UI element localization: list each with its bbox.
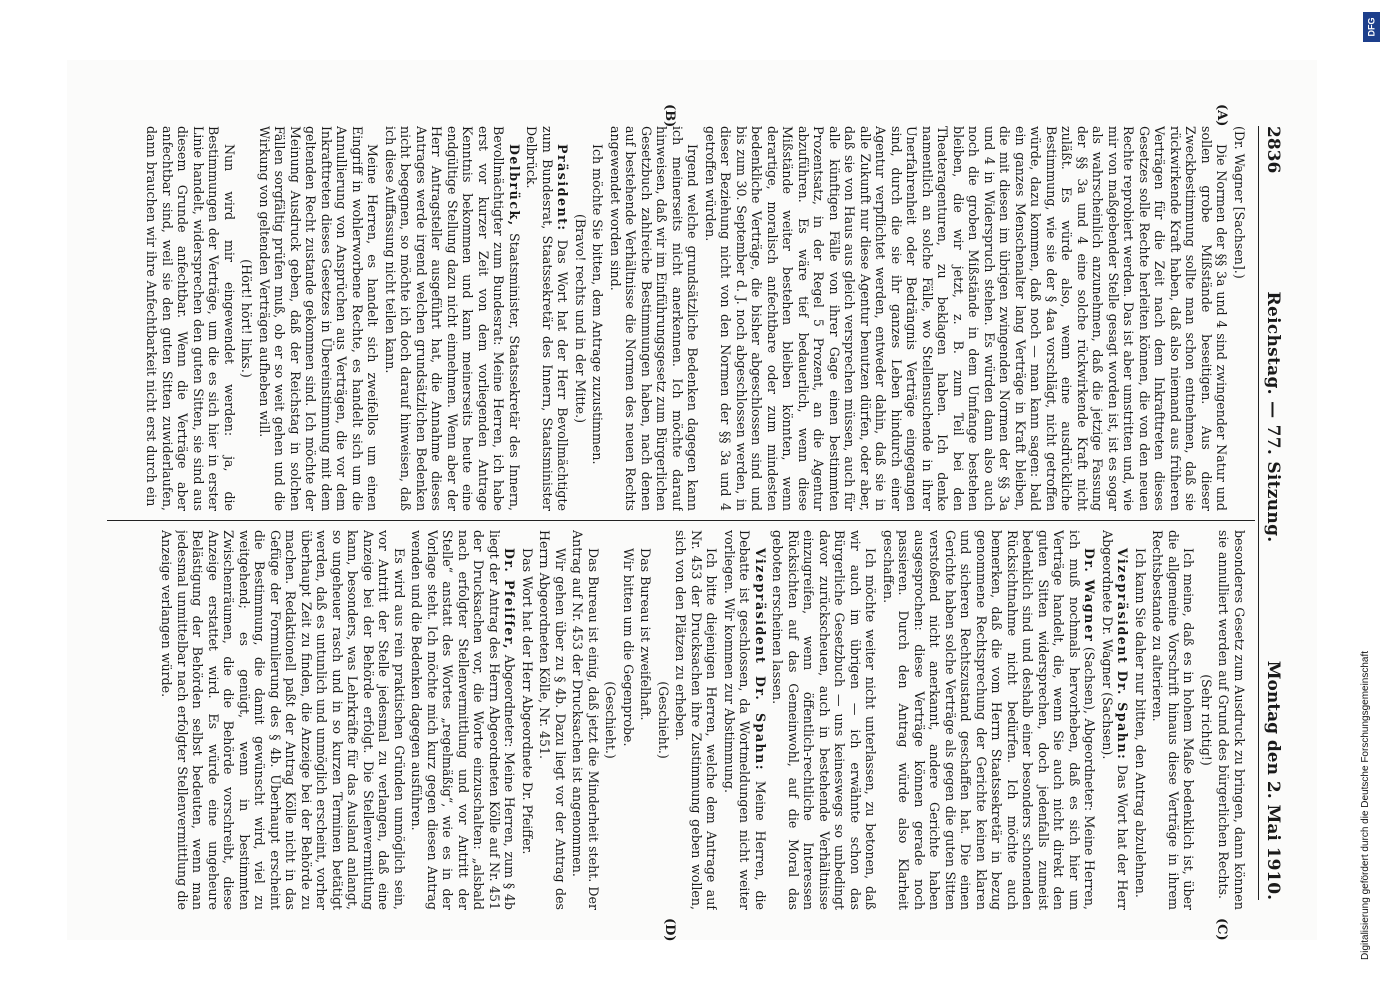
text-paragraph: Ich möchte Sie bitten, dem Antrage zuzustimmen.	[590, 144, 605, 465]
speaker-name: Delbrück,	[506, 144, 522, 227]
session-title: Reichstag. — 77. Sitzung.	[1262, 291, 1283, 543]
page-header	[1258, 126, 1303, 900]
speaker-name: Vizepräsident Dr. Spahn:	[1115, 548, 1130, 761]
text-paragraph: (Hört! hört! links.)	[239, 259, 254, 378]
text-paragraph: Wir bitten um die Gegenprobe.	[620, 548, 636, 747]
text-paragraph: Das Bureau ist einig, daß jetzt die Minderheit steht. Der Antrag auf Nr. 453 der Drucksachen ist angenommen.	[570, 530, 601, 910]
text-paragraph: Ich möchte weiter nicht unterlassen, zu betonen, daß wir auch im übrigen — ich erwähnte schon das Bürgerliche Gesetzbuch — uns keineswegs so unbedingt davor zurückscheuen, auch in bestehende Verhältnisse einzugreifen, wenn öffentlich-rechtliche Interessen Rücksichten auf das Gemeinwohl, auf die Moral das geboten erscheinen lassen.	[770, 530, 878, 910]
speech-text: Das Wort hat der Herr Bevollmächtigte zum Bundesrat, Staatssekretär des Innern, Staatsminister Delbrück.	[524, 126, 570, 511]
right-text-column	[103, 530, 1247, 910]
text-paragraph: Ich meine, daß es in hohem Maße bedenklich ist, über die allgemeine Vorschrift hinaus diese Verträge in ihrem Rechtsbestande zu alterieren.	[1150, 530, 1196, 910]
text-paragraph: besonderes Gesetz zum Ausdruck zu bringen, dann können sie annulliert werden auf Grund des bürgerlichen Rechts.	[1216, 530, 1247, 910]
speaker-paragraph	[382, 126, 522, 511]
speaker-paragraph	[409, 530, 518, 910]
speaker-paragraph	[880, 530, 1097, 910]
text-paragraph: (Sehr richtig!)	[1198, 674, 1214, 766]
text-paragraph: Das Wort hat der Herr Abgeordnete Dr. Pfeiffer.	[519, 548, 535, 855]
text-paragraph: Es wird aus rein praktischen Gründen unmöglich sein, vor Antritt der Stelle jedesmal zu verlangen, daß eine Anzeige bei der Behörde erfolgt. Die Stellenvermittlung kann, besonders, was Lehrkräfte für das Ausland anlangt, so ungeheuer rasch und in so kurzen Terminen betätigt werden, daß es untunlich und unmöglich erscheint, vorher überhaupt Zeit zu finden, die Anzeige bei der Behörde zu machen. Redaktionell paßt der Antrag Kölle nicht in das Gefüge der Formulierung des § 4b. Überhaupt erscheint die Bestimmung, die damit gewünscht wird, viel zu weitgehend; es genügt, wenn in bestimmten Zwischenräumen, die die Behörde vorschreibt, diese Anzeige erstattet wird. Es würde eine ungeheure Belästigung der Behörden selbst bedeuten, wenn man jedesmal unmittelbar nach erfolgter Stellenvermittlung die Anzeige verlangen würde.	[159, 530, 407, 910]
text-paragraph: Das Bureau ist zweifelhaft.	[638, 548, 653, 721]
speaker-name: Dr. Wagner	[1082, 548, 1097, 643]
text-paragraph: Die Normen der §§ 3a und 4 sind zwingender Natur und sollen grobe Mißstände beseitigen. Aus dieser Zweckbestimmung sollte man schon entnehmen, daß sie rückwirkende Kraft haben, daß also niemand aus früheren Verträgen für die Zeit nach dem Inkrafttreten dieses Gesetzes solle Rechte herleiten können, die von den neuen Rechte reprobiert werden. Das ist aber umstritten und, wie mir von maßgebender Stelle gesagt worden ist, ist es sogar als wahrscheinlich anzunehmen, daß die jetzige Fassung der §§ 3a und 4 eine solche rückwirkende Kraft nicht zuläßt. Es würde also, wenn eine ausdrückliche Bestimmung, wie sie der § 4aa vorschlägt, nicht getroffen würde, dazu kommen, daß noch — man kann sagen: bald ein ganzes Menschenalter lang Verträge in Kraft bleiben, die mit diesen im übrigen zwingenden Normen der §§ 3a und 4 in Widerspruch stehen. Es würden dann also auch noch die groben Mißstände in dem Umfange bestehen bleiben, die wir jetzt, z. B. zum Teil bei den Theateragenturen, zu beklagen haben. Ich denke namentlich an solche Fälle, wo Stellensuchende in ihrer Unerfahrenheit oder Bedrängnis Verträge eingegangen sind, durch die sie ihr ganzes Leben hindurch einer Agentur verpflichtet werden, entweder dahin, daß sie in alle Zukunft nur diese Agentur benutzen dürfen, oder aber, daß sie von Haus aus gleich versprechen müssen, auch für alle künftigen Fälle von ihrer Gage einen bestimmten Prozentsatz, in der Regel 5 Prozent, an die Agentur abzuführen. Es wäre tief bedauerlich, wenn diese Mißstände weiter bestehen bleiben könnten, wenn derartige, moralisch anfechtbare oder zum mindesten bedenkliche Verträge, die bisher abgeschlossen sind und bis zum 30. September d. J. noch abgeschlossen werden, in dieser Beziehung nicht von den Normen der §§ 3a und 4 getroffen würden.	[702, 126, 1229, 511]
margin-mark-b: (B)	[661, 104, 677, 128]
margin-mark-d: (D)	[661, 918, 677, 942]
speech-text: Das Wort hat der Herr Abgeordnete Dr. Wagner (Sachsen).	[1099, 530, 1130, 910]
text-paragraph: Meine Herren, es handelt sich zweifellos um einen Eingriff in wohlerworbene Rechte, es handelt sich um die Annullierung von Ansprüchen aus Verträgen, die vor dem Inkrafttreten dieses Gesetzes in Übereinstimmung mit dem geltenden Recht zustande gekommen sind. Ich möchte der Meinung Ausdruck geben, daß der Reichstag in solchen Fällen sorgfältig prüfen muß, ob er so weit gehen und die Wirkung von geltenden Verträgen aufheben will.	[256, 126, 380, 511]
text-paragraph: Wir gehen über zu § 4b. Dazu liegt vor der Antrag des Herrn Abgeordneten Kölle, Nr. 451.	[537, 530, 568, 910]
speaker-paragraph	[524, 126, 571, 511]
document-page	[67, 60, 1317, 940]
margin-mark-c: (C)	[1213, 918, 1229, 941]
speaker-name: Dr. Pfeiffer,	[502, 548, 517, 651]
speech-text: Staatsminister, Staatssekretär des Innern, Bevollmächtigter zum Bundesrat: Meine Herren, ich habe erst vor kurzer Zeit von dem vorliegenden Antrage Kenntnis bekommen und kann meinerseits heute eine endgültige Stellung dazu nicht einnehmen. Wenn aber der Herr Antragsteller ausgeführt hat, die Annahme dieses Antrages werde irgend welchen grundsätzlichen Bedenken nicht begegnen, so möchte ich doch darauf hinweisen, daß ich diese Auffassung nicht teilen kann.	[382, 126, 522, 511]
speech-text: Abgeordneter: Meine Herren, zum § 4b liegt der Antrag des Herrn Abgeordneten Kölle auf Nr. 451 der Drucksachen vor, die Worte einzuschalten: „alsbald nach erfolgter Stellenvermittlung und vor Antritt der Stelle“ anstatt des Wortes „regelmäßig“, wie es in der Vorlage steht. Ich möchte mich kurz gegen diesen Antrag wenden und die Bedenken dagegen ausführen.	[409, 530, 517, 910]
column-divider	[107, 520, 1255, 521]
speaker-name: Vizepräsident Dr. Spahn:	[752, 548, 768, 771]
text-paragraph: Ich bitte diejenigen Herren, welche dem Antrage auf Nr. 453 der Drucksachen ihre Zustimmung geben wollen, sich von den Plätzen zu erheben.	[673, 530, 719, 910]
text-paragraph: Ich kann Sie daher nur bitten, den Antrag abzulehnen.	[1132, 548, 1148, 898]
text-paragraph: (Dr. Wagner [Sachsen].)	[1231, 126, 1247, 279]
left-text-column	[103, 126, 1247, 511]
digitization-credit: Digitalisierung gefördert durch die Deutsche Forschungsgemeinschaft	[1360, 650, 1371, 960]
speech-text: Meine Herren, die Debatte ist geschlossen, da Wortmeldungen nicht weiter vorliegen. Wir kommen zur Abstimmung.	[721, 530, 768, 910]
text-paragraph: Irgend welche grundsätzliche Bedenken dagegen kann ich meinerseits nicht anerkennen. Ich möchte darauf hinweisen, daß wir im Einführungsgesetz zum Bürgerlichen Gesetzbuch zahlreiche Bestimmungen haben, nach denen auf bestehende Verhältnisse die Normen des neuen Rechts angewendet worden sind.	[607, 126, 700, 511]
speaker-name: Präsident:	[555, 144, 570, 232]
speech-text: (Sachsen), Abgeordneter: Meine Herren, ich muß nochmals hervorheben, daß es sich hier um Verträge handelt, die, wenn Sie auch nicht direkt den guten Sitten widersprechen, doch jedenfalls zumeist bedenklich sind und deshalb einer besonders schonenden Rücksichtnahme nicht bedürfen. Ich möchte auch bemerken, daß die vom Herrn Staatssekretär in bezug genommene Rechtsprechung der Gerichte keinen klaren und sicheren Rechtszustand geschaffen hat. Die einen Gerichte haben solche Verträge als gegen die guten Sitten verstoßend nicht anerkannt, andere Gerichte haben ausgesprochen: diese Verträge können gerade noch passieren. Durch den Antrag würde also Klarheit geschaffen.	[880, 530, 1097, 910]
dfg-logo-text: DFG	[1366, 17, 1377, 37]
text-paragraph: (Bravo! rechts und in der Mitte.)	[572, 213, 588, 423]
text-paragraph: (Geschieht.)	[603, 681, 618, 759]
speaker-paragraph	[1099, 530, 1130, 910]
text-paragraph: Nun wird mir eingewendet werden: ja, die Bestimmungen der Verträge, um die es sich hier in erster Linie handelt, widersprechen den guten Sitten, sie sind aus diesem Grunde anfechtbar. Wenn die Verträge aber anfechtbar sind, weil sie den guten Sitten zuwiderlaufen, dann brauchen wir ihre Anfechtbarkeit nicht erst durch ein	[144, 126, 237, 511]
page-number: 2836	[1262, 126, 1283, 174]
session-date: Montag den 2. Mai 1910.	[1262, 660, 1283, 900]
text-paragraph: (Geschieht.)	[655, 681, 671, 759]
speaker-paragraph	[721, 530, 768, 910]
dfg-logo	[1363, 12, 1380, 42]
margin-mark-a: (A)	[1213, 104, 1229, 127]
